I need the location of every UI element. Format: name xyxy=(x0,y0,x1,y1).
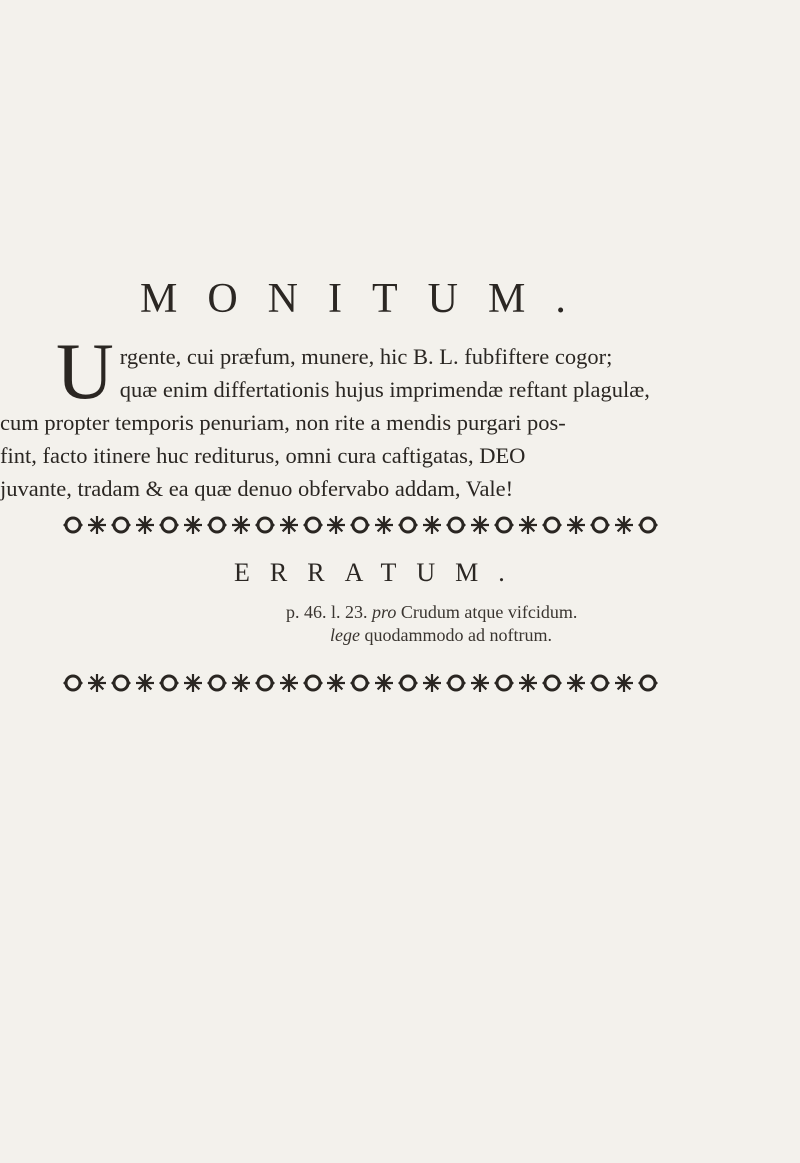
notice-line-1: rgente, cui præfum, munere, hic B. L. fubfiftere cogor; xyxy=(119,344,613,369)
ornament-ring-icon xyxy=(590,673,610,693)
ornament-star-icon xyxy=(279,673,299,693)
ornament-ring-icon xyxy=(207,673,227,693)
ornament-star-icon xyxy=(566,515,586,535)
ornament-star-icon xyxy=(231,515,251,535)
erratum-ref: p. 46. l. 23. xyxy=(286,602,368,622)
ornament-star-icon xyxy=(135,673,155,693)
erratum-lege-word: lege xyxy=(330,625,360,645)
ornament-ring-icon xyxy=(590,515,610,535)
ornament-ring-icon xyxy=(398,673,418,693)
erratum-pro-line xyxy=(286,602,577,623)
ornament-ring-icon xyxy=(63,515,83,535)
ornament-ring-icon xyxy=(159,515,179,535)
notice-line-5: juvante, tradam & ea quæ denuo obfervabo addam, Vale! xyxy=(0,476,514,501)
ornament-ring-icon xyxy=(446,673,466,693)
ornament-star-icon xyxy=(470,515,490,535)
ornament-ring-icon xyxy=(63,673,83,693)
ornament-ring-icon xyxy=(494,673,514,693)
ornament-ring-icon xyxy=(542,673,562,693)
drop-cap-letter: U xyxy=(56,328,114,416)
ornament-star-icon xyxy=(231,673,251,693)
ornament-star-icon xyxy=(326,673,346,693)
ornament-star-icon xyxy=(614,673,634,693)
ornament-star-icon xyxy=(518,515,538,535)
ornament-ring-icon xyxy=(494,515,514,535)
erratum-pro-word: pro xyxy=(372,602,397,622)
ornament-star-icon xyxy=(422,673,442,693)
ornament-ring-icon xyxy=(638,673,658,693)
ornament-ring-icon xyxy=(446,515,466,535)
ornament-band-top xyxy=(63,512,658,538)
ornament-ring-icon xyxy=(255,673,275,693)
ornament-ring-icon xyxy=(255,515,275,535)
notice-line-2: quæ enim differtationis hujus imprimendæ reftant plagulæ, xyxy=(119,377,650,402)
ornament-ring-icon xyxy=(303,673,323,693)
notice-line-4: fint, facto itinere huc rediturus, omni cura caftigatas, DEO xyxy=(0,443,526,468)
ornament-ring-icon xyxy=(303,515,323,535)
notice-paragraph xyxy=(0,328,676,505)
erratum-pro-text: Crudum atque vifcidum. xyxy=(400,602,578,622)
erratum-lege-text: quodammodo ad noftrum. xyxy=(364,625,552,645)
ornament-star-icon xyxy=(183,673,203,693)
ornament-ring-icon xyxy=(638,515,658,535)
ornament-star-icon xyxy=(470,673,490,693)
ornament-ring-icon xyxy=(350,515,370,535)
ornament-star-icon xyxy=(183,515,203,535)
ornament-ring-icon xyxy=(111,515,131,535)
notice-line-3: cum propter temporis penuriam, non rite a mendis purgari pos- xyxy=(0,410,566,435)
ornament-star-icon xyxy=(326,515,346,535)
ornament-star-icon xyxy=(374,673,394,693)
ornament-star-icon xyxy=(518,673,538,693)
ornament-ring-icon xyxy=(350,673,370,693)
ornament-band-bottom xyxy=(63,670,658,696)
erratum-lege-line xyxy=(330,625,552,646)
ornament-star-icon xyxy=(135,515,155,535)
ornament-star-icon xyxy=(422,515,442,535)
ornament-star-icon xyxy=(566,673,586,693)
erratum-title: ERRATUM. xyxy=(234,558,525,587)
ornament-ring-icon xyxy=(159,673,179,693)
ornament-star-icon xyxy=(614,515,634,535)
page-title: MONITUM. xyxy=(140,276,596,322)
ornament-ring-icon xyxy=(398,515,418,535)
ornament-ring-icon xyxy=(542,515,562,535)
ornament-ring-icon xyxy=(207,515,227,535)
ornament-star-icon xyxy=(374,515,394,535)
ornament-star-icon xyxy=(87,515,107,535)
ornament-star-icon xyxy=(279,515,299,535)
ornament-ring-icon xyxy=(111,673,131,693)
ornament-star-icon xyxy=(87,673,107,693)
